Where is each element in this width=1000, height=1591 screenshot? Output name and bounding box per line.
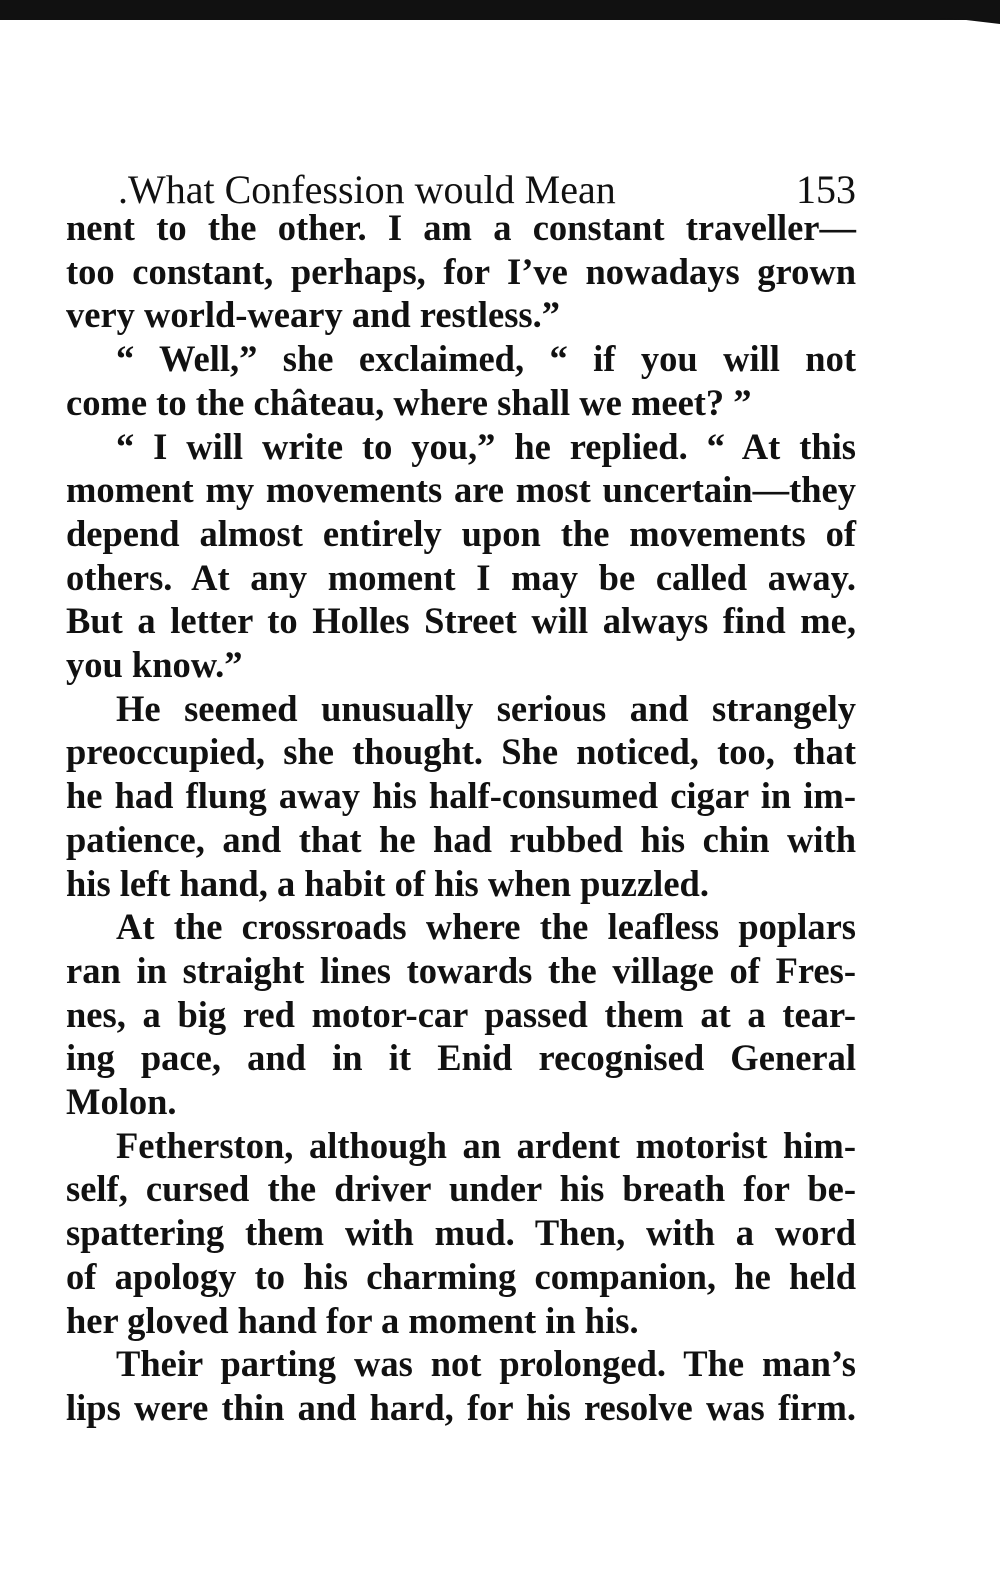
text-line: depend almost entirely upon the movements of (66, 512, 856, 554)
text-line: nent to the other. I am a constant traveller— (66, 207, 856, 248)
text-line: he had flung away his half-consumed cigar in im- (66, 775, 856, 817)
text-line: Their parting was not prolonged. The man’s (116, 1343, 856, 1385)
text-line: come to the château, where shall we meet? ” (66, 381, 752, 423)
text-line: ing pace, and in it Enid recognised General (66, 1037, 856, 1079)
text-line: nes, a big red motor-car passed them at a tear- (66, 993, 856, 1035)
text-line: very world-weary and restless.” (66, 294, 561, 336)
text-line: Fetherston, although an ardent motorist him- (116, 1124, 856, 1166)
text-line: others. At any moment I may be called away. (66, 556, 856, 598)
text-line: “ Well,” she exclaimed, “ if you will not (116, 338, 856, 380)
text-line: moment my movements are most uncertain—they (66, 469, 856, 511)
text-line: At the crossroads where the leafless poplars (116, 906, 856, 948)
text-line: lips were thin and hard, for his resolve was firm. (66, 1386, 856, 1428)
text-line: self, cursed the driver under his breath for be- (66, 1168, 856, 1210)
page-number: 153 (796, 167, 856, 212)
running-head-title: .What Confession would Mean (118, 167, 616, 212)
text-line: you know.” (66, 644, 243, 686)
text-line: spattering them with mud. Then, with a word (66, 1212, 856, 1254)
text-line: her gloved hand for a moment in his. (66, 1299, 639, 1341)
body-text (66, 206, 856, 1430)
top-rule (0, 0, 1000, 20)
text-line: his left hand, a habit of his when puzzled. (66, 862, 709, 904)
text-line: preoccupied, she thought. She noticed, too, that (66, 731, 856, 773)
text-line: But a letter to Holles Street will always find me, (66, 600, 856, 642)
text-line: “ I will write to you,” he replied. “ At this (116, 425, 856, 467)
text-line: of apology to his charming companion, he held (66, 1255, 856, 1297)
text-line: patience, and that he had rubbed his chin with (66, 818, 856, 860)
text-line: ran in straight lines towards the village of Fres- (66, 949, 856, 991)
text-line: He seemed unusually serious and strangely (116, 687, 856, 729)
text-line: too constant, perhaps, for I’ve nowadays grown (66, 250, 856, 292)
text-line: Molon. (66, 1081, 177, 1123)
